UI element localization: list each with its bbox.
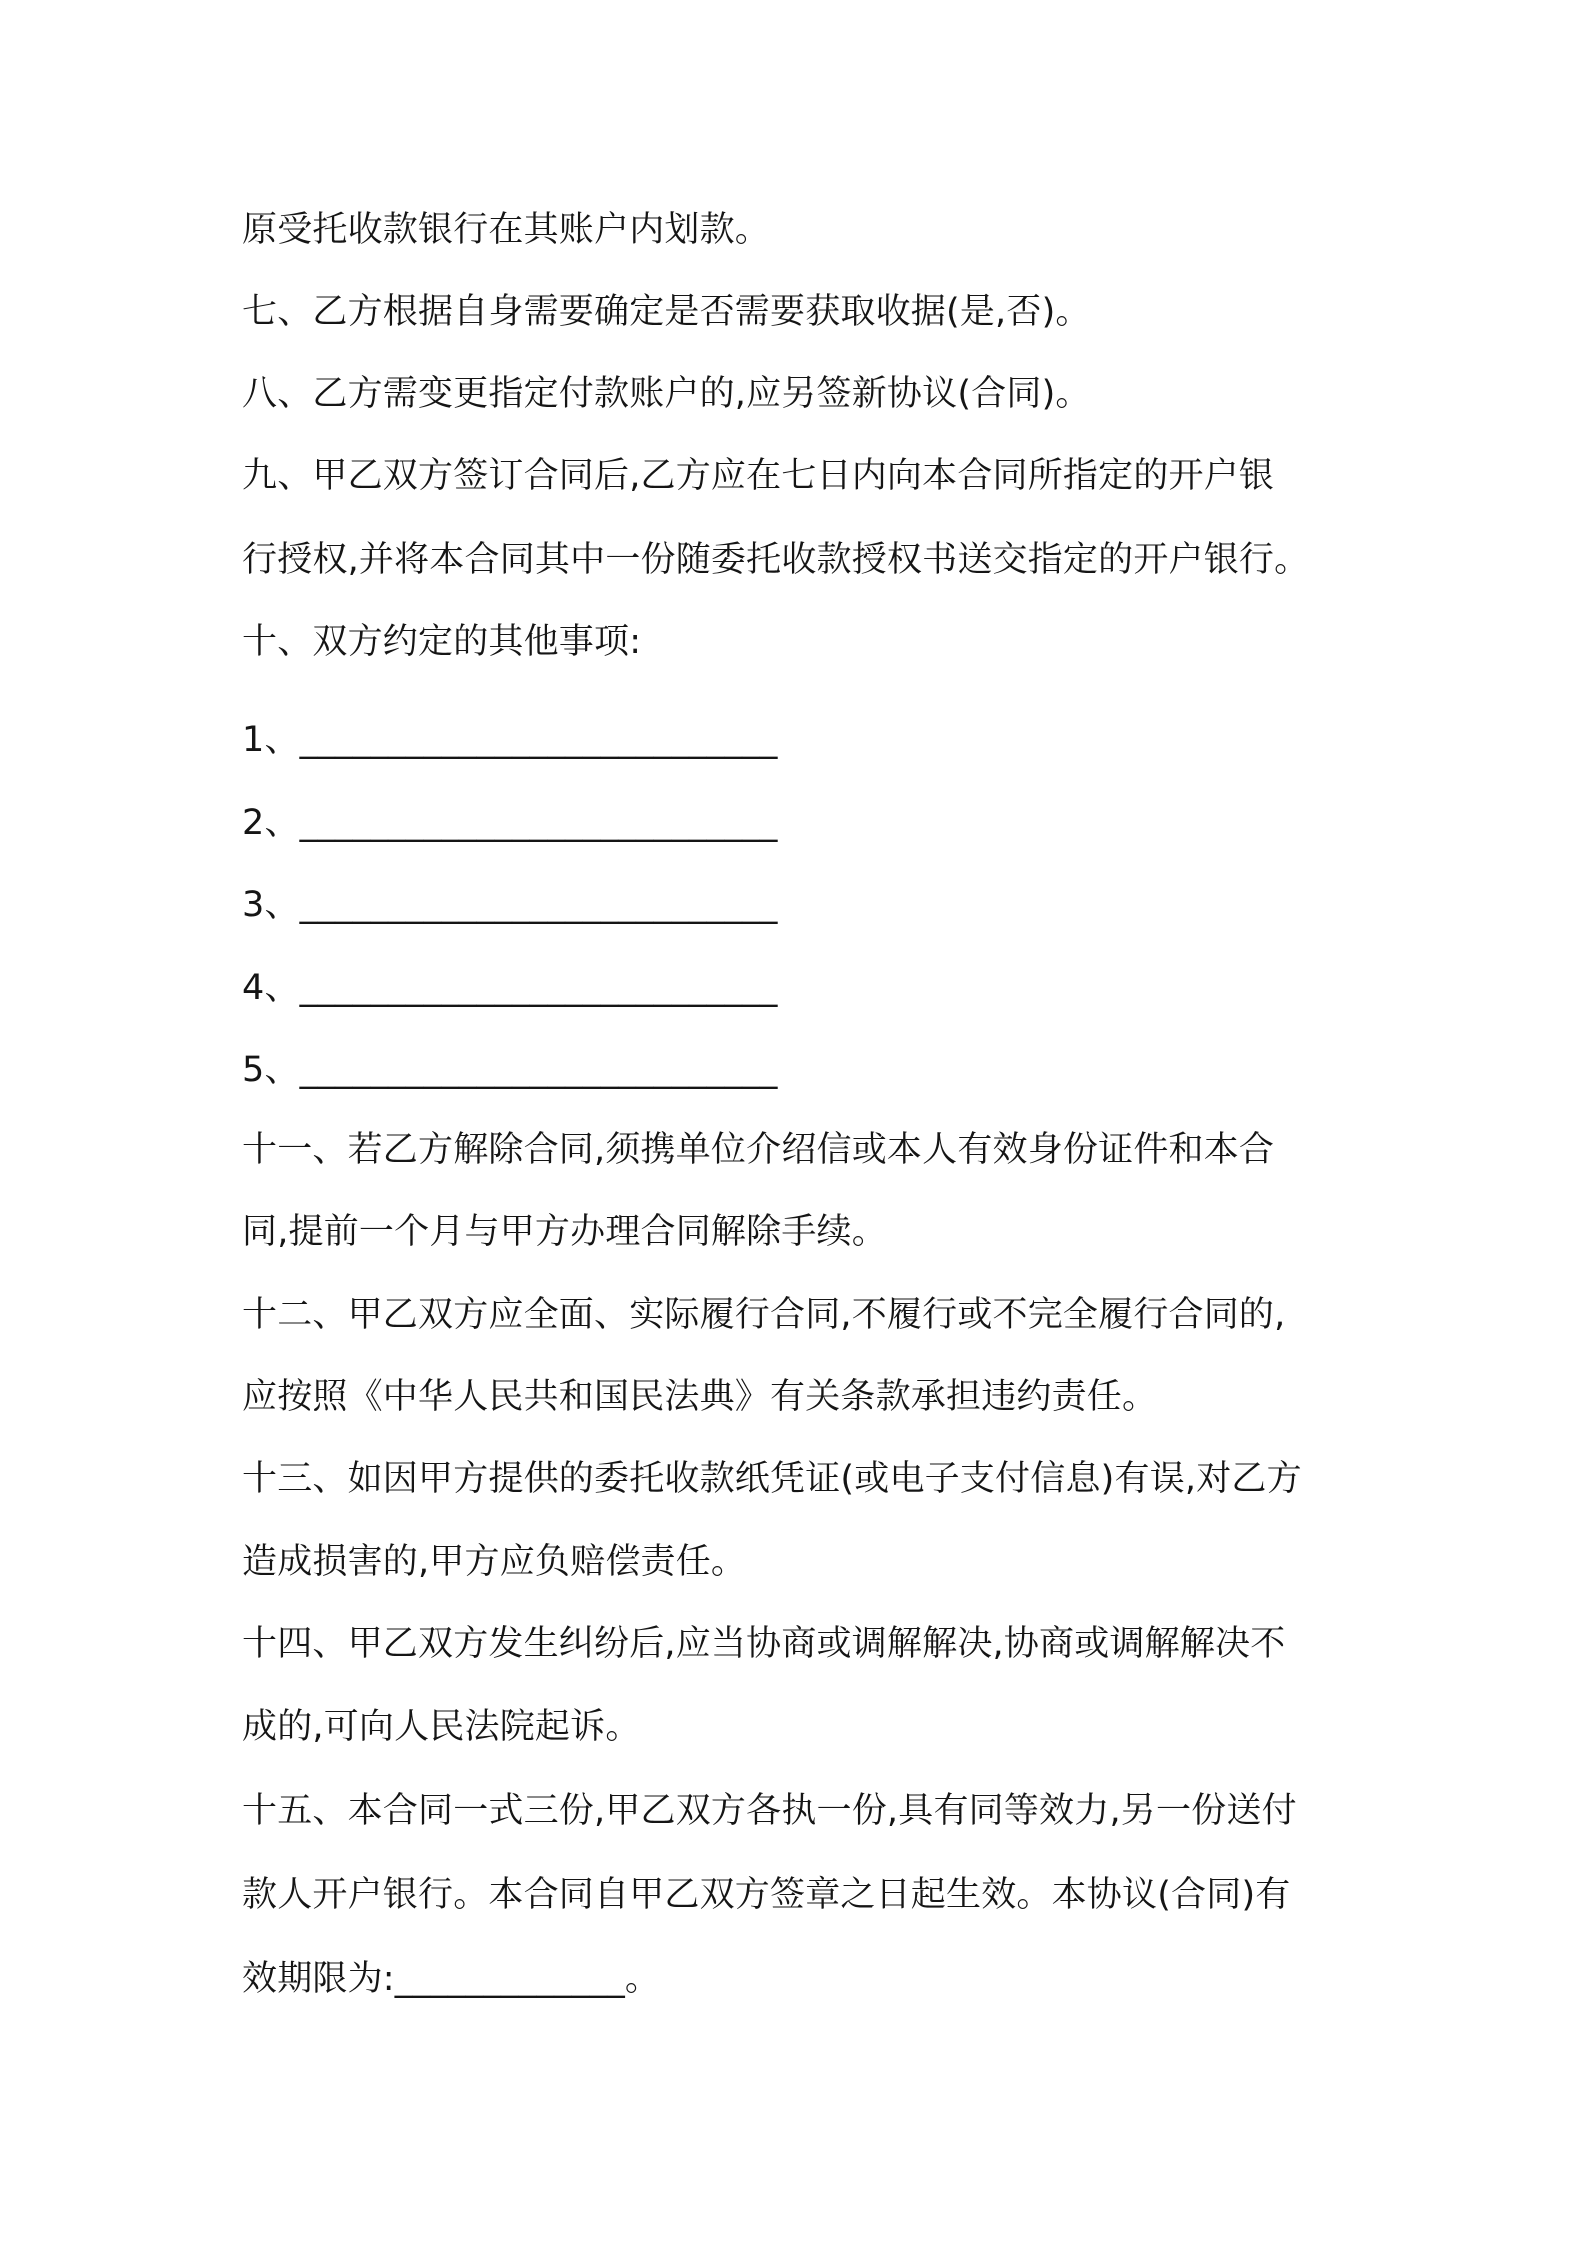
blank-item-2: 2、___________________________ bbox=[242, 803, 778, 843]
text-line: 款人开户银行。本合同自甲乙双方签章之日起生效。本协议(合同)有 bbox=[242, 1875, 1291, 1915]
validity-period-line: 效期限为:_____________。 bbox=[242, 1959, 661, 1999]
clause-10: 十、双方约定的其他事项: bbox=[242, 622, 642, 662]
clause-13: 十三、如因甲方提供的委托收款纸凭证(或电子支付信息)有误,对乙方 bbox=[242, 1459, 1302, 1499]
clause-12: 十二、甲乙双方应全面、实际履行合同,不履行或不完全履行合同的, bbox=[242, 1295, 1286, 1335]
text-line: 原受托收款银行在其账户内划款。 bbox=[242, 210, 771, 250]
blank-item-3: 3、___________________________ bbox=[242, 885, 778, 925]
text-line: 造成损害的,甲方应负赔偿责任。 bbox=[242, 1542, 747, 1582]
text-line: 成的,可向人民法院起诉。 bbox=[242, 1707, 641, 1747]
clause-7: 七、乙方根据自身需要确定是否需要获取收据(是,否)。 bbox=[242, 292, 1091, 332]
clause-14: 十四、甲乙双方发生纠纷后,应当协商或调解解决,协商或调解解决不 bbox=[242, 1624, 1286, 1664]
clause-9: 九、甲乙双方签订合同后,乙方应在七日内向本合同所指定的开户银 bbox=[242, 456, 1275, 496]
clause-11: 十一、若乙方解除合同,须携单位介绍信或本人有效身份证件和本合 bbox=[242, 1130, 1275, 1170]
blank-item-1: 1、___________________________ bbox=[242, 720, 778, 760]
text-line: 同,提前一个月与甲方办理合同解除手续。 bbox=[242, 1212, 887, 1252]
blank-item-4: 4、___________________________ bbox=[242, 968, 778, 1008]
clause-8: 八、乙方需变更指定付款账户的,应另签新协议(合同)。 bbox=[242, 374, 1091, 414]
text-line: 应按照《中华人民共和国民法典》有关条款承担违约责任。 bbox=[242, 1377, 1158, 1417]
blank-item-5: 5、___________________________ bbox=[242, 1050, 778, 1090]
clause-15: 十五、本合同一式三份,甲乙双方各执一份,具有同等效力,另一份送付 bbox=[242, 1791, 1297, 1831]
text-line: 行授权,并将本合同其中一份随委托收款授权书送交指定的开户银行。 bbox=[242, 540, 1310, 580]
